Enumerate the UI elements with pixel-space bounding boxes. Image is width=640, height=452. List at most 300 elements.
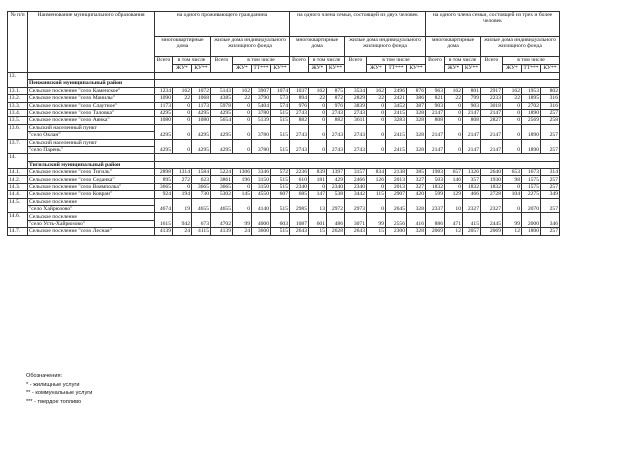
value-cell: 115 — [367, 191, 386, 198]
value-cell: 976 — [327, 102, 345, 109]
value-cell: 98 — [503, 176, 522, 183]
table-row — [8, 198, 560, 205]
value-cell: 0 — [367, 102, 386, 109]
value-cell: 328 — [407, 124, 426, 139]
value-cell: 0 — [445, 117, 463, 124]
value-cell: 515 — [271, 198, 290, 213]
row-number: 13.7. — [8, 139, 28, 154]
value-cell: 4295 — [211, 139, 233, 154]
value-cell: 4295 — [192, 124, 211, 139]
value-cell: 257 — [541, 124, 560, 139]
value-cell: 2972 — [327, 198, 345, 213]
value-cell: 420 — [407, 191, 426, 198]
row-number: 13.4. — [8, 109, 28, 116]
row-number: 13.6. — [8, 124, 28, 139]
value-cell: 0 — [503, 117, 522, 124]
value-cell: 1087 — [290, 213, 309, 228]
value-cell: 1080 — [155, 117, 173, 124]
group2-header: на одного члена семьи, состоящей из двух человек — [290, 12, 426, 37]
settlement-name-line1: Сельское поселение — [28, 213, 155, 220]
value-cell: 2147 — [481, 139, 503, 154]
value-cell: 257 — [541, 139, 560, 154]
value-cell: 0 — [309, 109, 327, 116]
value-cell: 0 — [233, 124, 252, 139]
incl-header: в том числе — [309, 57, 345, 65]
value-cell: 4295 — [211, 124, 233, 139]
table-row — [8, 124, 560, 131]
value-cell: 0 — [233, 139, 252, 154]
value-cell: 0 — [503, 139, 522, 154]
table-row — [8, 169, 560, 176]
value-cell: 2640 — [481, 169, 503, 176]
value-cell: 3442 — [345, 191, 367, 198]
notes-title: Обозначения: — [26, 373, 63, 379]
value-cell: 196 — [233, 176, 252, 183]
value-cell: 3346 — [252, 169, 271, 176]
value-cell: 2829 — [345, 95, 367, 102]
value-cell: 471 — [445, 213, 463, 228]
value-cell: 0 — [503, 102, 522, 109]
value-cell: 2645 — [386, 198, 407, 213]
value-cell: 685 — [290, 191, 309, 198]
value-cell: 4295 — [192, 109, 211, 116]
incl-header: в том числе — [367, 57, 426, 65]
settlement-name: Сельское поселение "село Слаутное" — [28, 102, 155, 109]
value-cell: 886 — [426, 213, 445, 228]
settlement-name-line1: Сельский населенный пункт — [28, 124, 155, 131]
ku-header: КУ** — [463, 65, 481, 73]
table-row — [8, 213, 560, 220]
value-cell: 4702 — [211, 213, 233, 228]
value-cell: 623 — [192, 176, 211, 183]
value-cell: 1983 — [426, 169, 445, 176]
value-cell: 2743 — [327, 139, 345, 154]
value-cell: 327 — [407, 183, 426, 190]
value-cell: 1074 — [271, 87, 290, 94]
value-cell: 3665 — [192, 183, 211, 190]
value-cell: 976 — [290, 102, 309, 109]
rows-group-b2 — [8, 198, 560, 235]
value-cell: 13 — [309, 198, 327, 213]
value-cell: 1832 — [481, 183, 503, 190]
value-cell: 610 — [290, 176, 309, 183]
value-cell: 1037 — [290, 87, 309, 94]
value-cell: 802 — [541, 87, 560, 94]
value-cell: 801 — [463, 87, 481, 94]
value-cell: 2743 — [290, 139, 309, 154]
value-cell: 2985 — [290, 198, 309, 213]
value-cell: 808 — [463, 117, 481, 124]
zhu-header: ЖУ* — [367, 65, 386, 73]
value-cell: 2743 — [345, 109, 367, 116]
rows-group-b — [8, 169, 560, 199]
value-cell: 1832 — [463, 183, 481, 190]
value-cell: 515 — [271, 117, 290, 124]
value-cell: 357 — [463, 176, 481, 183]
value-cell: 2340 — [327, 183, 345, 190]
value-cell: 2743 — [345, 124, 367, 139]
value-cell: 0 — [173, 139, 192, 154]
value-cell: 599 — [426, 191, 445, 198]
row-number: 13.1. — [8, 87, 28, 94]
value-cell: 258 — [541, 117, 560, 124]
value-cell: 1080 — [192, 117, 211, 124]
value-cell: 4139 — [211, 228, 233, 235]
value-cell: 503 — [426, 176, 445, 183]
value-cell: 22 — [445, 95, 463, 102]
row-number: 14.2. — [8, 176, 28, 183]
multi-header: многоквартирные дома — [426, 37, 481, 57]
value-cell: 1615 — [155, 213, 173, 228]
value-cell: 2327 — [481, 198, 503, 213]
value-cell: 19 — [173, 198, 192, 213]
value-cell: 2643 — [290, 228, 309, 235]
value-cell: 839 — [309, 169, 327, 176]
value-cell: 3018 — [481, 102, 503, 109]
value-cell: 1575 — [522, 183, 541, 190]
value-cell: 328 — [407, 117, 426, 124]
value-cell: 24 — [233, 228, 252, 235]
value-cell: 2421 — [386, 95, 407, 102]
table-row — [8, 109, 560, 116]
value-cell: 1173 — [155, 102, 173, 109]
value-cell: 808 — [426, 117, 445, 124]
value-cell: 162 — [233, 87, 252, 94]
value-cell: 1068 — [192, 95, 211, 102]
value-cell: 4655 — [192, 198, 211, 213]
value-cell: 104 — [503, 191, 522, 198]
rows-group-a2 — [8, 124, 560, 154]
value-cell: 257 — [541, 109, 560, 116]
value-cell: 2236 — [290, 169, 309, 176]
value-cell: 257 — [541, 198, 560, 213]
indiv-header: жилые дома индивидуального жилищного фонда — [345, 37, 426, 57]
value-cell: 2070 — [522, 198, 541, 213]
value-cell: 515 — [271, 124, 290, 139]
value-cell: 3157 — [345, 169, 367, 176]
value-cell: 1306 — [233, 169, 252, 176]
value-cell: 5224 — [211, 169, 233, 176]
empty-cell — [155, 80, 560, 87]
value-cell: 515 — [271, 176, 290, 183]
empty-cell — [155, 73, 560, 80]
value-cell: 0 — [173, 117, 192, 124]
multi-header: многоквартирные дома — [290, 37, 345, 57]
value-cell: 2147 — [426, 139, 445, 154]
section-row — [8, 154, 560, 161]
value-cell: 1173 — [192, 102, 211, 109]
value-cell: 1895 — [522, 95, 541, 102]
value-cell: 2445 — [481, 213, 503, 228]
value-cell: 2743 — [290, 124, 309, 139]
table-row — [8, 95, 560, 102]
value-cell: 942 — [173, 213, 192, 228]
value-cell: 895 — [155, 176, 173, 183]
value-cell: 730 — [192, 191, 211, 198]
value-cell: 2556 — [386, 213, 407, 228]
value-cell: 1397 — [327, 169, 345, 176]
value-cell: 181 — [309, 176, 327, 183]
ku-header: КУ** — [192, 65, 211, 73]
value-cell: 5654 — [211, 117, 233, 124]
value-cell: 126 — [367, 176, 386, 183]
value-cell: 0 — [309, 183, 327, 190]
value-cell: 2898 — [155, 169, 173, 176]
value-cell: 515 — [271, 139, 290, 154]
value-cell: 15 — [309, 228, 327, 235]
value-cell: 2138 — [386, 169, 407, 176]
value-cell: 2300 — [386, 228, 407, 235]
value-cell: 1090 — [155, 95, 173, 102]
total-header: Всего — [481, 57, 503, 73]
row-number: 14. — [8, 154, 28, 169]
zhu-header: ЖУ* — [173, 65, 192, 73]
value-cell: 2743 — [327, 109, 345, 116]
value-cell: 3780 — [252, 139, 271, 154]
value-cell: 4674 — [155, 198, 173, 213]
value-cell: 0 — [309, 124, 327, 139]
value-cell: 99 — [367, 213, 386, 228]
value-cell: 3665 — [155, 183, 173, 190]
value-cell: 3780 — [252, 109, 271, 116]
indiv-header: жилые дома индивидуального жилищного фонда — [211, 37, 290, 57]
section-title: Тигильский муниципальный район — [28, 161, 155, 168]
value-cell: 963 — [426, 87, 445, 94]
value-cell: 2147 — [481, 109, 503, 116]
row-number: 14.6. — [8, 213, 28, 228]
note-zhu: * - жилищные услуги — [26, 381, 80, 388]
value-cell: 146 — [445, 176, 463, 183]
value-cell: 272 — [173, 176, 192, 183]
table-row — [8, 183, 560, 190]
empty-cell — [155, 154, 560, 161]
value-cell: 0 — [233, 109, 252, 116]
value-cell: 2340 — [290, 183, 309, 190]
value-cell: 3839 — [345, 102, 367, 109]
value-cell: 2728 — [481, 191, 503, 198]
value-cell: 3150 — [252, 183, 271, 190]
value-cell: 0 — [367, 109, 386, 116]
value-cell: 22 — [233, 95, 252, 102]
value-cell: 1072 — [192, 87, 211, 94]
value-cell: 4140 — [252, 198, 271, 213]
value-cell: 385 — [407, 169, 426, 176]
settlement-name-line2: "село Усть-Хайрюзово" — [28, 220, 155, 227]
value-cell: 573 — [271, 95, 290, 102]
settlement-name-line2: "село Хайрюзово" — [28, 206, 155, 213]
value-cell: 429 — [327, 176, 345, 183]
value-cell: 2743 — [327, 124, 345, 139]
value-cell: 466 — [463, 191, 481, 198]
value-cell: 162 — [173, 87, 192, 94]
settlement-name-line2: "село Оклан" — [28, 132, 155, 139]
value-cell: 12 — [445, 228, 463, 235]
value-cell: 515 — [271, 183, 290, 190]
note-ku: ** - коммунальные услуги — [26, 390, 93, 397]
value-cell: 2496 — [386, 87, 407, 94]
settlement-name: Сельское поселение "село Тигиль" — [28, 169, 155, 176]
value-cell: 316 — [541, 102, 560, 109]
value-cell: 3780 — [252, 124, 271, 139]
value-cell: 346 — [541, 213, 560, 228]
value-cell: 328 — [407, 139, 426, 154]
value-cell: 2569 — [522, 117, 541, 124]
value-cell: 894 — [290, 95, 309, 102]
total-header: Всего — [155, 57, 173, 73]
section-title-row — [8, 80, 560, 87]
value-cell: 3534 — [345, 87, 367, 94]
tt-header: ТТ*** — [386, 65, 407, 73]
settlement-name: Сельское поселение "село Воямполка" — [28, 183, 155, 190]
row-number: 13.5. — [8, 117, 28, 124]
value-cell: 2147 — [463, 139, 481, 154]
ku-header: КУ** — [271, 65, 290, 73]
value-cell: 572 — [271, 169, 290, 176]
row-number: 13. — [8, 73, 28, 88]
incl-header: в том числе — [503, 57, 560, 65]
zhu-header: ЖУ* — [503, 65, 522, 73]
row-name — [28, 154, 155, 161]
value-cell: 1234 — [155, 87, 173, 94]
value-cell: 0 — [309, 117, 327, 124]
value-cell: 2917 — [481, 87, 503, 94]
value-cell: 903 — [463, 102, 481, 109]
tt-header: ТТ*** — [523, 65, 539, 71]
settlement-name: Сельское поселение "село Седанка" — [28, 176, 155, 183]
value-cell: 0 — [233, 183, 252, 190]
value-cell: 876 — [407, 87, 426, 94]
value-cell: 0 — [445, 139, 463, 154]
value-cell: 1326 — [463, 169, 481, 176]
multi-header: многоквартирные дома — [155, 37, 211, 57]
value-cell: 99 — [503, 213, 522, 228]
settlement-name-line2: "село Парень" — [28, 146, 155, 153]
settlement-name: Сельское поселение "село Таловка" — [28, 109, 155, 116]
value-cell: 162 — [445, 87, 463, 94]
value-cell: 12 — [503, 228, 522, 235]
settlement-name: Сельское поселение "село Каменское" — [28, 87, 155, 94]
value-cell: 2000 — [522, 213, 541, 228]
value-cell: 2147 — [463, 124, 481, 139]
value-cell: 0 — [445, 183, 463, 190]
value-cell: 875 — [327, 87, 345, 94]
value-cell: 5404 — [252, 102, 271, 109]
value-cell: 3665 — [211, 183, 233, 190]
value-cell: 145 — [233, 191, 252, 198]
row-number: 14.5. — [8, 198, 28, 213]
value-cell: 1584 — [192, 169, 211, 176]
value-cell: 2337 — [426, 198, 445, 213]
tt-header: ТТ*** — [253, 65, 269, 71]
value-cell: 328 — [407, 228, 426, 235]
table-row — [8, 117, 560, 124]
value-cell: 603 — [271, 213, 290, 228]
value-cell: 5978 — [211, 102, 233, 109]
value-cell: 4000 — [252, 213, 271, 228]
value-cell: 2702 — [522, 102, 541, 109]
value-cell: 2069 — [481, 228, 503, 235]
value-cell: 0 — [173, 109, 192, 116]
value-cell: 257 — [541, 228, 560, 235]
value-cell: 129 — [445, 191, 463, 198]
value-cell: 162 — [309, 87, 327, 94]
incl-header: в том числе — [445, 57, 481, 65]
ku-header: КУ** — [407, 65, 426, 73]
value-cell: 2013 — [386, 183, 407, 190]
value-cell: 416 — [407, 213, 426, 228]
value-cell: 24 — [173, 228, 192, 235]
value-cell: 3452 — [386, 102, 407, 109]
incl-header: в том числе — [173, 57, 211, 65]
row-number: 13.3. — [8, 102, 28, 109]
table-row — [8, 102, 560, 109]
value-cell: 574 — [271, 102, 290, 109]
value-cell: 4550 — [252, 191, 271, 198]
value-cell: 3283 — [386, 117, 407, 124]
value-cell: 2743 — [290, 109, 309, 116]
row-name — [28, 73, 155, 80]
value-cell: 1930 — [481, 176, 503, 183]
ku-header: КУ** — [541, 65, 560, 73]
value-cell: 1953 — [522, 87, 541, 94]
total-header: Всего — [426, 57, 445, 73]
value-cell: 0 — [503, 198, 522, 213]
value-cell: 22 — [503, 95, 522, 102]
value-cell: 903 — [426, 102, 445, 109]
value-cell: 1314 — [173, 169, 192, 176]
value-cell: 0 — [367, 183, 386, 190]
value-cell: 2147 — [463, 109, 481, 116]
value-cell: 4115 — [192, 228, 211, 235]
table-row — [8, 191, 560, 198]
value-cell: 882 — [290, 117, 309, 124]
value-cell: 0 — [233, 198, 252, 213]
tariff-table — [7, 11, 560, 236]
value-cell: 4655 — [211, 198, 233, 213]
value-cell: 2233 — [481, 95, 503, 102]
section-title-row — [8, 161, 560, 168]
legend-notes — [26, 372, 92, 406]
section-title: Пенжинский муниципальный район — [28, 80, 155, 87]
value-cell: 2827 — [481, 117, 503, 124]
value-cell: 0 — [173, 102, 192, 109]
value-cell: 2327 — [463, 198, 481, 213]
settlement-name: Сельское поселение "село Манилы" — [28, 95, 155, 102]
settlement-name: Сельское поселение "село Лесная" — [28, 228, 155, 235]
value-cell: 0 — [367, 198, 386, 213]
value-cell: 0 — [173, 183, 192, 190]
group1-header: на одного проживающего гражданина — [155, 12, 290, 37]
value-cell: 601 — [309, 213, 327, 228]
value-cell: 1890 — [522, 109, 541, 116]
value-cell: 22 — [173, 95, 192, 102]
table-row — [8, 87, 560, 94]
value-cell: 2743 — [345, 139, 367, 154]
value-cell: 22 — [309, 95, 327, 102]
value-cell: 0 — [233, 102, 252, 109]
value-cell: 327 — [407, 176, 426, 183]
row-number: 14.7. — [8, 228, 28, 235]
value-cell: 673 — [192, 213, 211, 228]
zhu-header: ЖУ* — [309, 65, 327, 73]
value-cell: 4295 — [155, 139, 173, 154]
value-cell: 257 — [541, 183, 560, 190]
settlement-name: Сельское поселение "село Аянка" — [28, 117, 155, 124]
value-cell: 3071 — [345, 213, 367, 228]
incl-header: в том числе — [233, 57, 290, 65]
section-row — [8, 73, 560, 80]
total-header: Всего — [290, 57, 309, 73]
